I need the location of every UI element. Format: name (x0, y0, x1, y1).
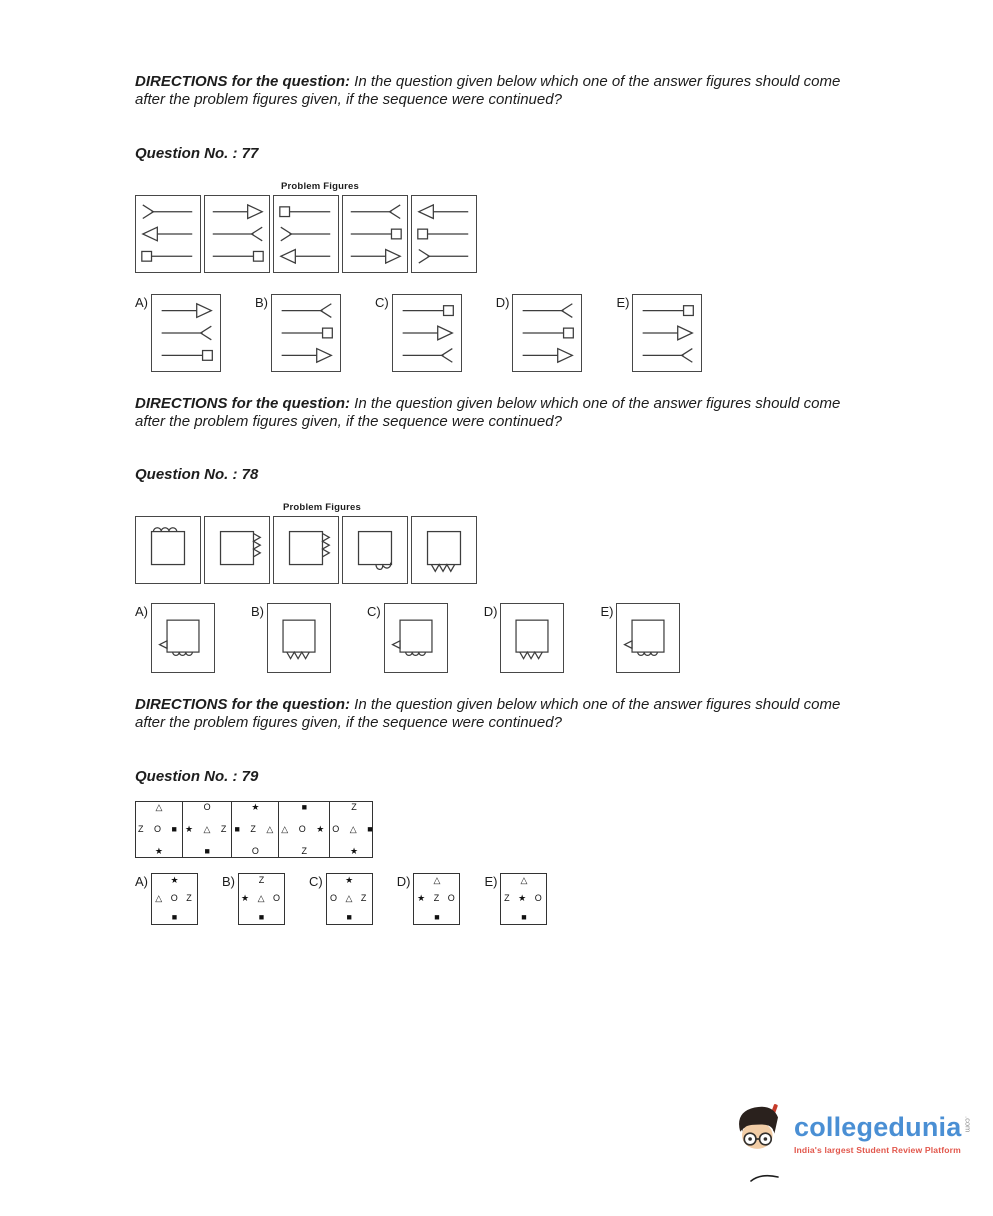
symbol-row-bottom: ■ (204, 845, 210, 856)
directions-paragraph (135, 696, 865, 733)
problem-figure-box (204, 195, 270, 273)
answer-option-d (484, 603, 565, 673)
symbol-row-bottom: ■ (434, 911, 440, 922)
answer-figure-box (326, 873, 373, 925)
answer-option-d (496, 294, 583, 372)
problem-figure-box (342, 516, 408, 584)
question-number-79: Question No. : 79 (135, 767, 259, 785)
problem-figure-box (273, 516, 339, 584)
answer-label: A) (135, 294, 148, 310)
symbol-row-middle: O △ Z (330, 893, 369, 904)
document-page (135, 73, 880, 925)
answer-option-c (367, 603, 448, 673)
answer-option-e (616, 294, 702, 372)
sequence-figure-drawing (343, 196, 407, 272)
answer-label: C) (375, 294, 389, 310)
answer-option-b (222, 873, 285, 925)
symbol-row-top: △ (155, 801, 163, 812)
problem-figures-label: Problem Figures (283, 502, 361, 514)
problem-figure-box (135, 516, 201, 584)
answer-figure-drawing (393, 295, 461, 371)
answer-figure-drawing (152, 295, 220, 371)
directions-paragraph (135, 73, 865, 110)
problem-figure-box (342, 195, 408, 273)
answer-figure-box (500, 873, 547, 925)
answer-option-e (484, 873, 547, 925)
symbol-row-middle: △ O Z (155, 893, 194, 904)
symbol-row-middle: Z O ■ (138, 823, 180, 834)
symbol-row-middle: Z ★ O (504, 893, 544, 904)
symbol-row-bottom: O (251, 845, 259, 856)
symbol-row-middle: ★ Z O (417, 893, 457, 904)
answer-label: B) (251, 604, 264, 620)
problem-figures-row-77 (135, 195, 880, 273)
sequence-figure-drawing (274, 196, 338, 272)
answer-options-row-79 (135, 873, 880, 925)
symbol-row-top: ★ (251, 801, 260, 812)
sequence-figure-drawing (412, 196, 476, 272)
sequence-figure-drawing (205, 196, 269, 272)
answer-label: B) (255, 294, 268, 310)
symbol-row-middle: O △ ■ (332, 823, 376, 834)
question-77-section (135, 73, 880, 372)
symbol-row-middle: ★ △ Z (184, 823, 230, 834)
answer-option-d (397, 873, 461, 925)
symbol-row-top: △ (433, 874, 441, 885)
problem-figure-cell (330, 802, 377, 857)
answer-option-e (600, 603, 680, 673)
symbol-row-middle: ★ △ O (241, 893, 282, 904)
answer-figure-drawing (617, 604, 679, 672)
symbol-row-bottom: Z (301, 845, 308, 856)
answer-label: A) (135, 604, 148, 620)
answer-figure-drawing (152, 604, 214, 672)
answer-figure-box (151, 294, 221, 372)
brand-wordmark: collegedunia (794, 1112, 962, 1142)
symbol-row-bottom: ■ (171, 911, 178, 922)
symbol-row-top: O (203, 801, 211, 812)
answer-option-c (375, 294, 462, 372)
answer-figure-box (512, 294, 582, 372)
symbol-row-top: Z (258, 874, 265, 885)
symbol-row-top: Z (351, 801, 357, 812)
answer-figure-box (238, 873, 285, 925)
problem-figure-cell (136, 802, 183, 857)
answer-figure-drawing (268, 604, 330, 672)
answer-figure-drawing (272, 295, 340, 371)
answer-figure-drawing (385, 604, 447, 672)
answer-option-a (135, 603, 215, 673)
sequence-figure-drawing (205, 517, 269, 583)
answer-options-row-78 (135, 603, 880, 673)
sequence-figure-drawing (136, 517, 200, 583)
answer-option-c (309, 873, 373, 925)
directions-paragraph (135, 395, 865, 432)
answer-label: D) (495, 294, 510, 310)
symbol-row-bottom: ■ (258, 911, 265, 922)
symbol-row-top: △ (520, 874, 528, 885)
answer-label: C) (367, 604, 381, 620)
logo-text (794, 1114, 972, 1155)
directions-body: In the question given below which one of the answer figures should come after the problem figures given, if the sequence were continued? (135, 73, 841, 109)
symbol-row-middle: △ O ★ (281, 823, 328, 834)
problem-figure-box (204, 516, 270, 584)
answer-figure-box (271, 294, 341, 372)
brand-suffix: .com (963, 1116, 973, 1133)
answer-option-b (255, 294, 341, 372)
directions-label: DIRECTIONS for the question: (135, 696, 350, 714)
answer-figure-drawing (633, 295, 701, 371)
answer-option-a (135, 873, 198, 925)
answer-label: E) (616, 294, 630, 310)
question-number-77: Question No. : 77 (135, 144, 259, 162)
problem-figure-cell (232, 802, 279, 857)
directions-body: In the question given below which one of the answer figures should come after the problem figures given, if the sequence were continued? (135, 394, 841, 430)
answer-figure-box (392, 294, 462, 372)
brand-tagline: India's largest Student Review Platform (794, 1145, 961, 1155)
answer-option-b (251, 603, 331, 673)
problem-figures-label: Problem Figures (281, 180, 359, 192)
symbol-row-bottom: ■ (521, 911, 527, 922)
logo-swoosh-line (749, 1172, 781, 1184)
sequence-figure-drawing (136, 196, 200, 272)
sequence-figure-drawing (412, 517, 476, 583)
problem-figure-box (135, 195, 201, 273)
symbol-row-top: ★ (345, 874, 354, 885)
question-78-section (135, 395, 880, 674)
question-number-78: Question No. : 78 (135, 466, 259, 484)
collegedunia-logo (733, 1100, 972, 1160)
directions-label: DIRECTIONS for the question: (135, 73, 350, 90)
answer-figure-box (267, 603, 331, 673)
answer-label: E) (600, 604, 614, 620)
answer-figure-box (151, 603, 215, 673)
directions-body: In the question given below which one of the answer figures should come after the problem figures given, if the sequence were continued? (135, 696, 841, 732)
symbol-row-bottom: ★ (349, 845, 359, 856)
directions-label: DIRECTIONS for the question: (135, 394, 350, 412)
answer-figure-box (616, 603, 680, 673)
answer-figure-box (151, 873, 198, 925)
problem-figure-box (273, 195, 339, 273)
answer-figure-drawing (513, 295, 581, 371)
answer-label: A) (135, 873, 148, 889)
sequence-figure-drawing (274, 517, 338, 583)
question-79-section (135, 696, 880, 925)
symbol-row-top: ★ (170, 874, 179, 885)
answer-figure-box (500, 603, 564, 673)
problem-figures-strip-79 (135, 801, 376, 858)
answer-label: D) (483, 604, 498, 620)
answer-figure-box (384, 603, 448, 673)
sequence-figure-drawing (343, 517, 407, 583)
problem-figure-cell (279, 802, 330, 857)
answer-options-row-77 (135, 294, 880, 372)
symbol-row-top: ■ (301, 801, 308, 812)
problem-figures-row-78 (135, 516, 880, 584)
problem-figure-cell (183, 802, 233, 857)
answer-label: E) (484, 873, 498, 889)
symbol-row-bottom: ■ (346, 911, 352, 922)
collegedunia-mascot-icon (733, 1100, 787, 1160)
problem-figure-box (411, 516, 477, 584)
answer-figure-box (632, 294, 702, 372)
answer-label: C) (309, 873, 323, 889)
answer-label: B) (222, 873, 235, 889)
problem-figure-box (411, 195, 477, 273)
answer-figure-drawing (501, 604, 563, 672)
symbol-row-middle: ■ Z △ (234, 823, 277, 834)
answer-label: D) (396, 873, 411, 889)
answer-option-a (135, 294, 221, 372)
symbol-row-bottom: ★ (154, 845, 163, 856)
answer-figure-box (413, 873, 460, 925)
